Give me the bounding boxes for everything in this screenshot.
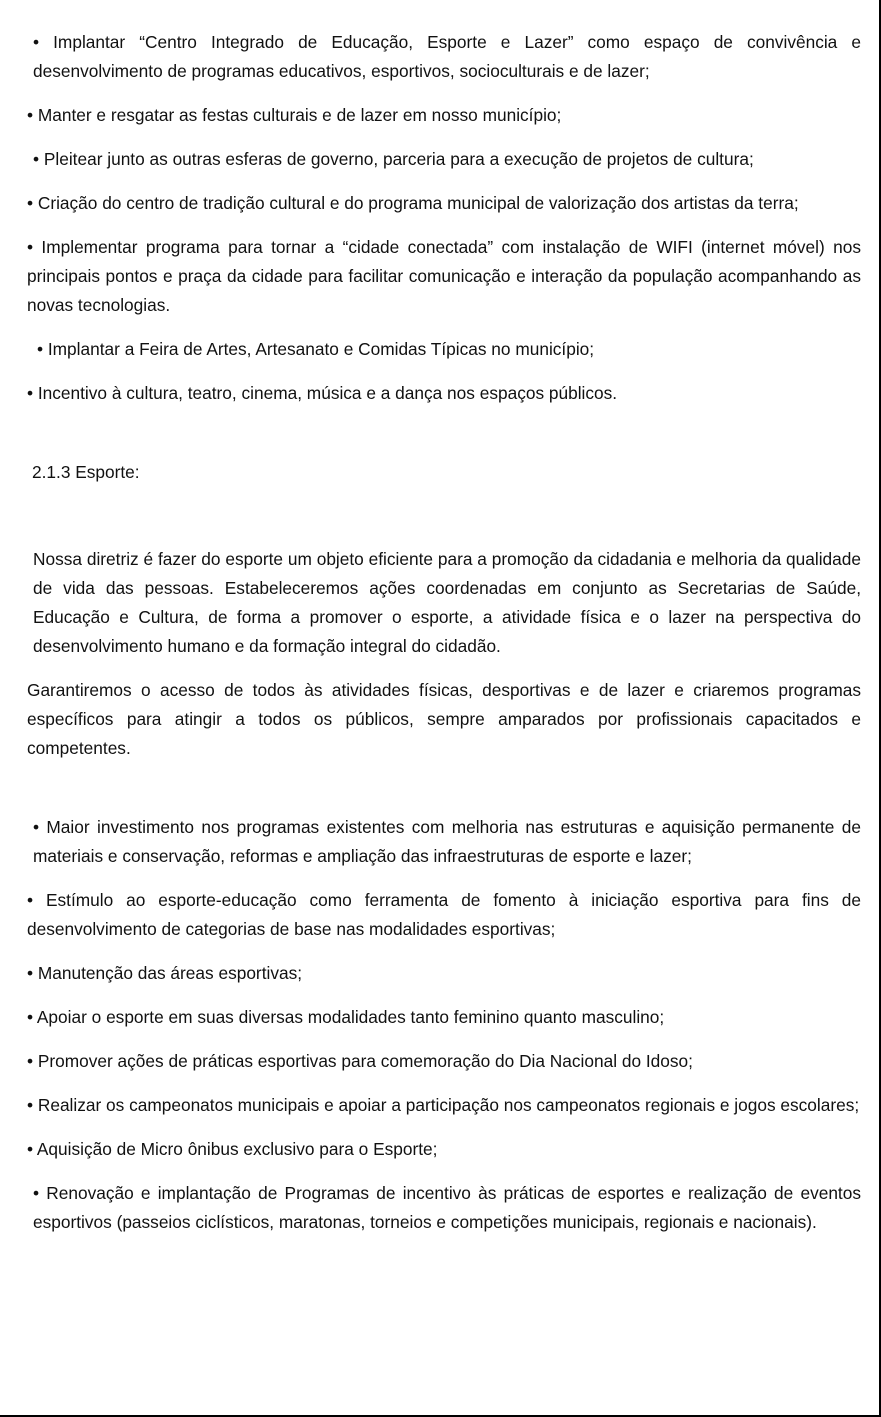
list-item: • Realizar os campeonatos municipais e apoiar a participação nos campeonatos regionais e jogos escolares;: [27, 1095, 860, 1115]
list-item: • Aquisição de Micro ônibus exclusivo para o Esporte;: [27, 1139, 438, 1159]
list-item: • Implantar “Centro Integrado de Educação, Esporte e Lazer” como espaço de convivência e desenvolvimento de programas educativos, esportivos, socioculturais e de lazer;: [33, 32, 861, 81]
list-item: • Apoiar o esporte em suas diversas modalidades tanto feminino quanto masculino;: [27, 1007, 665, 1027]
list-item: • Manter e resgatar as festas culturais e de lazer em nosso município;: [27, 105, 562, 125]
list-item: • Promover ações de práticas esportivas para comemoração do Dia Nacional do Idoso;: [27, 1051, 693, 1071]
page-content: [27, 28, 861, 1252]
section-heading: 2.1.3 Esporte:: [32, 462, 140, 482]
intro-paragraph: Garantiremos o acesso de todos às atividades físicas, desportivas e de lazer e criaremos programas específicos para atingir a todos os públicos, sempre amparados por profissionais capacitados e competentes.: [27, 680, 861, 758]
list-item: • Implantar a Feira de Artes, Artesanato e Comidas Típicas no município;: [37, 339, 595, 359]
list-item: • Renovação e implantação de Programas de incentivo às práticas de esportes e realização de eventos esportivos (passeios ciclísticos, maratonas, torneios e competições municipais, regionais e nacionais).: [33, 1183, 861, 1232]
list-item: • Maior investimento nos programas existentes com melhoria nas estruturas e aquisição permanente de materiais e conservação, reformas e ampliação das infraestruturas de esporte e lazer;: [33, 817, 861, 866]
intro-paragraph: Nossa diretriz é fazer do esporte um objeto eficiente para a promoção da cidadania e melhoria da qualidade de vida das pessoas. Estabeleceremos ações coordenadas em conjunto as Secretarias de Saúde, Educação e Cultura, de forma a promover o esporte, a atividade física e o lazer na perspectiva do desenvolvimento humano e da formação integral do cidadão.: [33, 549, 861, 656]
list-item: • Criação do centro de tradição cultural e do programa municipal de valorização dos artistas da terra;: [27, 193, 799, 213]
list-item: • Estímulo ao esporte-educação como ferramenta de fomento à iniciação esportiva para fins de desenvolvimento de categorias de base nas modalidades esportivas;: [27, 890, 861, 939]
list-item: • Pleitear junto as outras esferas de governo, parceria para a execução de projetos de cultura;: [33, 149, 754, 169]
list-item: • Incentivo à cultura, teatro, cinema, música e a dança nos espaços públicos.: [27, 383, 618, 403]
list-item: • Manutenção das áreas esportivas;: [27, 963, 303, 983]
list-item: • Implementar programa para tornar a “cidade conectada” com instalação de WIFI (internet móvel) nos principais pontos e praça da cidade para facilitar comunicação e interação da população acompanhando as novas tecnologias.: [27, 237, 861, 315]
